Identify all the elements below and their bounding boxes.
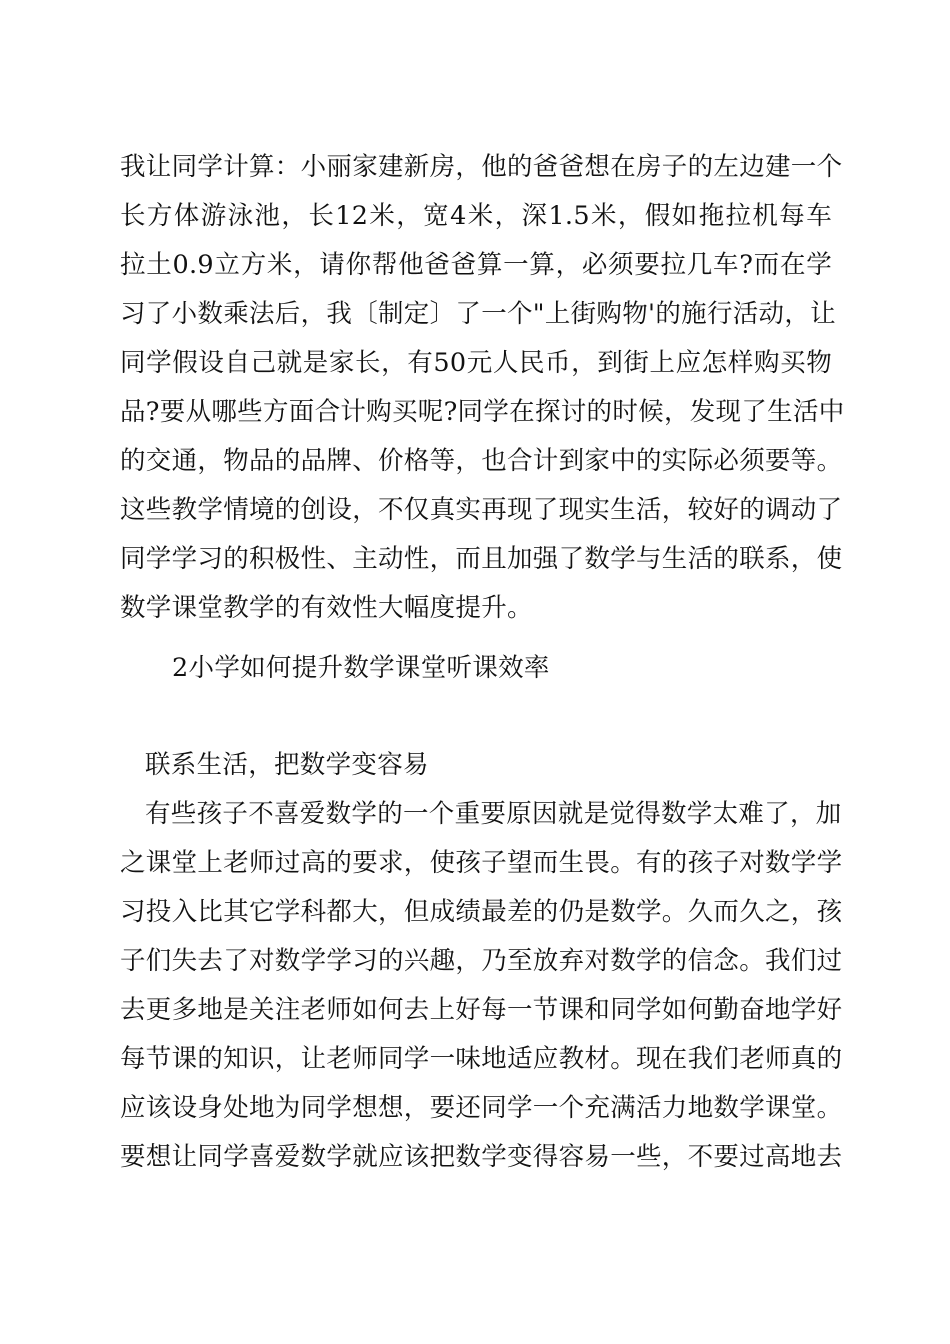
section-subheading: 联系生活，把数学变容易	[145, 750, 429, 780]
paragraph-1-line-9: 同学学习的积极性、主动性，而且加强了数学与生活的联系，使	[120, 544, 843, 574]
paragraph-1-line-1: 我让同学计算：小丽家建新房，他的爸爸想在房子的左边建一个	[120, 152, 843, 182]
paragraph-1-line-6: 品?要从哪些方面合计购买呢?同学在探讨的时候，发现了生活中	[120, 397, 845, 427]
paragraph-2-line-8: 要想让同学喜爱数学就应该把数学变得容易一些，不要过高地去	[120, 1142, 843, 1172]
paragraph-1-line-4: 习了小数乘法后，我〔制定〕了一个"上街购物'的施行活动，让	[120, 299, 836, 329]
paragraph-1-line-5: 同学假设自己就是家长，有50元人民币，到街上应怎样购买物	[120, 348, 832, 378]
paragraph-1-line-7: 的交通，物品的品牌、价格等，也合计到家中的实际必须要等。	[120, 446, 843, 476]
section-heading: 2小学如何提升数学课堂听课效率	[172, 653, 550, 683]
paragraph-1-line-8: 这些教学情境的创设，不仅真实再现了现实生活，较好的调动了	[120, 495, 843, 525]
paragraph-2-line-6: 每节课的知识，让老师同学一味地适应教材。现在我们老师真的	[120, 1044, 843, 1074]
paragraph-1-line-10: 数学课堂教学的有效性大幅度提升。	[120, 593, 533, 623]
paragraph-2-line-5: 去更多地是关注老师如何去上好每一节课和同学如何勤奋地学好	[120, 995, 843, 1025]
paragraph-2-line-7: 应该设身处地为同学想想，要还同学一个充满活力地数学课堂。	[120, 1093, 843, 1123]
paragraph-2-line-2: 之课堂上老师过高的要求，使孩子望而生畏。有的孩子对数学学	[120, 848, 843, 878]
paragraph-2-line-1: 有些孩子不喜爱数学的一个重要原因就是觉得数学太难了，加	[145, 799, 842, 829]
paragraph-2-line-3: 习投入比其它学科都大，但成绩最差的仍是数学。久而久之，孩	[120, 897, 843, 927]
paragraph-1-line-2: 长方体游泳池，长12米，宽4米，深1.5米，假如拖拉机每车	[120, 201, 832, 231]
paragraph-2-line-4: 子们失去了对数学学习的兴趣，乃至放弃对数学的信念。我们过	[120, 946, 843, 976]
paragraph-1-line-3: 拉土0.9立方米，请你帮他爸爸算一算，必须要拉几车?而在学	[120, 250, 832, 280]
